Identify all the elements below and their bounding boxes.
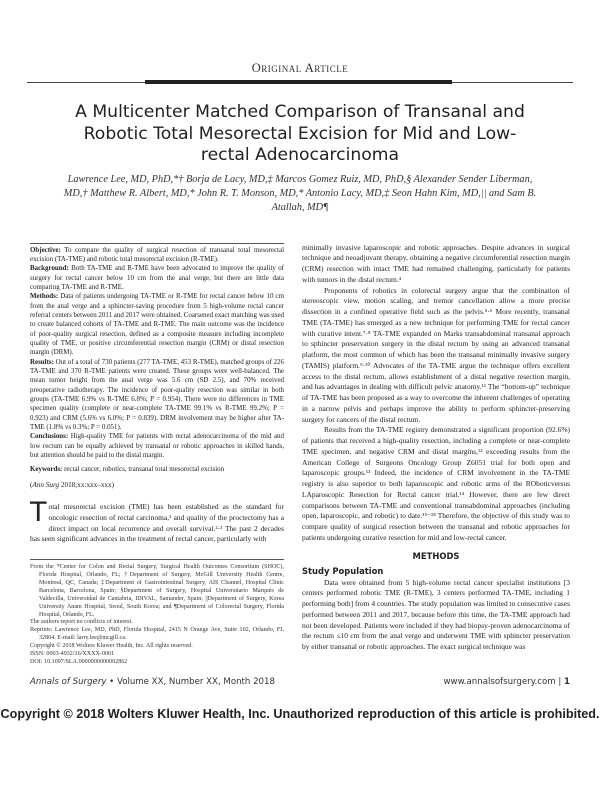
copyright-banner: Copyright © 2018 Wolters Kluwer Health, Inc. Unauthorized reproduction of this article is prohibited. [0,706,600,721]
intro-paragraph [30,497,284,545]
issn: ISSN: 0003-4932/16/XXXX-0001 [30,651,115,658]
keywords [30,465,284,474]
journal-name: Annals of Surgery [30,676,107,687]
subsection-heading: Study Population [302,565,384,576]
left-column [30,243,284,667]
body-paragraph: Results from the TA-TME registry demonstrated a significant proportion (92.6%) of patients that received a high-quality resection, including a complete or near-complete TME specimen, and negative CRM and distal margins,¹² exceeding results from the American College of Surgeons Oncology Group Z6051 trial for both open and laparoscopic groups.¹³ Indeed, the incidence of CRM involvement in the TA-TME registry is also superior to both laparoscopic and robotic arms of the ROboticversus LAparoscopic Resection for Rectal cancer trial.¹⁴ However, there are few direct comparisons between TA-TME and conventional transabdominal approaches (including open, laparoscopic, and robotic) to date.¹⁵⁻¹⁸ Therefore, the objective of this study was to compare quality of surgical resection between the transanal and robotic approaches for patients undergoing curative resection for mid and low-rectal cancer. [302,425,570,542]
website-link[interactable]: www.annalsofsurgery.com [443,676,556,687]
abstract-label: Conclusions: [30,432,69,441]
header-rule-accent [145,80,452,84]
journal-footer [30,676,275,688]
abstract-text: Out of a total of 730 patients (277 TA-TME, 453 R-TME), matched groups of 226 TA-TME and 370 R-TME patients were created. These groups were well-balanced. The mean tumor height from the anal verge was 5.6 cm (SD 2.5), and 70% received preoperative radiotherapy. The incidence of poor-quality resection was similar in both groups (TA-TME 6.9% vs R-TME 6.8%; P = 0.954). There were no differences in TME specimen quality (complete or near-complete TA-TME 99.1% vs R-TME 99.2%; P = 0.923) and CRM (5.6% vs 6.0%; P = 0.839). DRM involvement may be higher after TA-TME (1.8% vs 0.3%; P = 0.051). [30,357,284,432]
right-column [302,243,570,667]
affiliations: From the *Center for Colon and Rectal Surgery, Surgical Health Outcomes Consortium (SHOC), Florida Hospital, Orlando, FL; †Department of Surgery, McGill University Health Centre, Montreal, QC, Canada; ‡Department of Gastrointestinal Surgery, AIS Channel, Hospital Clinic Barcelona, Barcelona, Spain; §Department of Surgery, Hospital Universitario Marqués de Valdecilla, Universidad de Cantabria, IDIVAL, Santander, Spain; ||Department of Surgery, Korea University Anam Hospital, Seoul, South Korea; and ¶Department of Colorectal Surgery, Florida Hospital, Orlando, FL. [30,564,284,618]
abstract-conclusions [30,432,284,460]
abstract-text: To compare the quality of surgical resection of transanal total mesorectal excision (TA-TME) and robotic total mesorectal excision (R-TME). [30,245,284,263]
body-paragraph: Data were obtained from 5 high-volume rectal cancer specialist institutions [3 centers performed robotic TME (R-TME), 3 centers performed TA-TME, including 1 performing both] from 4 countries. The study population was limited to consecutive cases performed between 2011 and 2017, because before this time, the TA-TME approach had not been developed. Patients were included if they had biopsy-proven adenocarcinoma of the rectum ≤10 cm from the anal verge and underwent TME with sphincter preservation by either transanal or robotic approaches. The exact surgical technique was [302,577,570,651]
citation [30,481,284,490]
doi: DOI: 10.1097/SLA.0000000000002862 [30,658,128,665]
header-rule-group [27,80,573,85]
abstract-label: Background: [30,264,69,273]
section-heading-methods: METHODS [412,550,460,561]
keywords-label: Keywords: [30,465,63,474]
page-number: 1 [564,676,570,687]
two-column-body [30,243,570,667]
abstract-label: Methods: [30,292,59,301]
abstract-text: Both TA-TME and R-TME have been advocated to improve the quality of surgery for rectal cancer below 10 cm from the anal verge, but there are little data comparing TA-TME and R-TME. [30,264,284,291]
footnote-spacer [30,545,284,559]
abstract-background [30,264,284,292]
article-title: A Multicenter Matched Comparison of Transanal and Robotic Total Mesorectal Excision for Mid and Low-rectal Adenocarcinoma [75,102,525,165]
intro-text: otal mesorectal excision (TME) has been established as the standard for oncologic resection of rectal carcinoma,¹ and quality of the proctectomy has a direct impact on local recurrence and overall survival.²·³ The past 2 decades has seen significant advances in the treatment of rectal cancer, particularly with [30,502,284,544]
abstract-objective [30,246,284,265]
abstract-label: Results: [30,357,54,366]
conflicts: The authors report no conflicts of interest. [30,619,133,626]
abstract-text: Data of patients undergoing TA-TME or R-TME for rectal cancer below 10 cm from the anal verge and a sphincter-saving procedure from 5 high-volume rectal cancer referral centers between 2011 and 2017 were obtained. Coarsened exact matching was used to create balanced cohorts of TA-TME and R-TME. The main outcome was the incidence of poor-quality surgical resection, defined as a composite measure including incomplete quality of TME, or positive circumferential resection margin (CRM) or distal resection margin (DRM). [30,292,284,357]
abstract-methods [30,292,284,357]
drop-cap: T [30,497,47,529]
issue-info: • Volume XX, Number XX, Month 2018 [106,676,275,687]
reprints: Reprints: Lawrence Lee, MD, PhD, Florida Hospital, 2415 N Orange Ave, Suite 102, Orlando, FL 32804. E-mail: larry.lee@mcgill.ca. [30,627,284,642]
body-paragraph: minimally invasive laparoscopic and robotic approaches. Despite advances in surgical technique and neoadjuvant therapy, obtaining a negative circumferential resection margin (CRM) resection with intact TME had remained challenging, particularly for patients with tumors in the distal rectum.⁴ [302,242,570,284]
abstract-label: Objective: [30,245,61,254]
page-footer-row [30,676,570,688]
footnotes [30,559,284,667]
copyright: Copyright © 2018 Wolters Kluwer Health, Inc. All rights reserved. [30,643,193,650]
citation-open: ( [30,480,33,489]
footer-separator: | [555,676,565,687]
citation-rest: 2018;xx:xxx–xxx) [59,480,114,489]
body-paragraph: Proponents of robotics in colorectal surgery argue that the combination of stereoscopic view, motion scaling, and tremor cancellation allow a more precise dissection in a confined operative field such as the pelvis.⁵·⁶ More recently, transanal TME (TA-TME) has emerged as a new technique for performing TME for rectal cancer with curative intent.⁷·⁸ TA-TME expanded on Marks transabdominal transanal approach to sphincter preservation surgery in the distal rectum by using an advanced transanal platform, the most common of which has been the transanal minimally invasive surgery (TAMIS) platform.⁹·¹⁰ Advocates of the TA-TME argue the technique offers excellent access to the distal rectum, allows establishment of a distal negative resection margin, and has advantages in dealing with difficult pelvic anatomy.¹¹ The “bottom-up” technique of TA-TME has been proposed as a way to overcome the inherent challenges of operating in a narrow pelvis and perhaps improve the ability to perform sphincter-preserving surgery for cancers of the distal rectum. [302,285,570,424]
abstract [30,243,284,491]
abstract-text: High-quality TME for patients with rectal adenocarcinoma of the mid and low rectum can be equally achieved by transanal or robotic approaches in skilled hands, but attention should be paid to the distal margin. [30,432,284,460]
page-footer [444,676,570,688]
section-label: Original Article [251,61,349,75]
keywords-text: rectal cancer, robotics, transanal total mesorectal excision [62,465,225,474]
author-list: Lawrence Lee, MD, PhD,*† Borja de Lacy, MD,‡ Marcos Gomez Ruiz, MD, PhD,§ Alexander Sender Liberman, MD,† Matthew R. Albert, MD,* John R. T. Monson, MD,* Antonio Lacy, MD,‡ Seon Hahn Kim, MD,|| and Sam B. Atallah, MD¶ [63,173,537,213]
abstract-results [30,358,284,433]
citation-journal: Ann Surg [32,480,60,489]
